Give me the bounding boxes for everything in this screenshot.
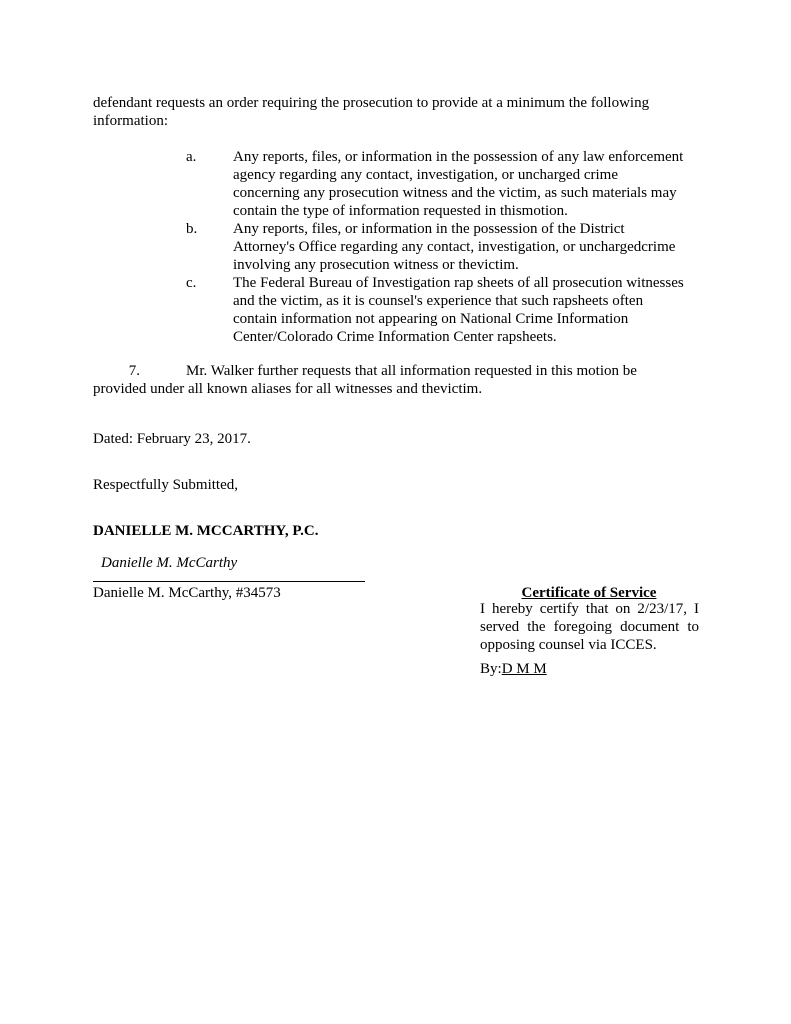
list-marker: b. [186,221,198,237]
intro-paragraph: defendant requests an order requiring the prosecution to provide at a minimum the following information: [93,95,650,129]
closing-line: Respectfully Submitted, [93,477,238,493]
certificate-title: Certificate of Service [521,585,657,601]
list-item [186,274,706,346]
by-signature: D M M [501,661,547,677]
list-item [186,148,706,220]
paragraph-text: Mr. Walker further requests that all information requested in this motion be provided under all known aliases for all witnesses and thevictim. [93,363,637,397]
list-marker: a. [186,149,197,165]
paragraph-number: 7. [128,363,140,379]
date-line: Dated: February 23, 2017. [93,431,251,447]
firm-name: DANIELLE M. MCCARTHY, P.C. [93,523,319,539]
signer-name: Danielle M. McCarthy, #34573 [93,585,281,601]
by-label: By: [480,661,502,677]
certificate-body: I hereby certify that on 2/23/17, I served the foregoing document to opposing counsel via ICCES. [480,601,699,653]
electronic-signature: Danielle M. McCarthy [101,555,238,571]
list-item-text: The Federal Bureau of Investigation rap sheets of all prosecution witnesses and the victim, as it is counsel's experience that such rapsheets often contain information not appearing on National Crime Information Center/Colorado Crime Information Center rapsheets. [233,275,684,345]
requested-information-list [186,148,706,346]
certificate-by-line [480,660,626,678]
list-marker: c. [186,275,197,291]
signature-line [93,581,365,582]
list-item-text: Any reports, files, or information in the possession of any law enforcement agency regarding any contact, investigation, or uncharged crime concerning any prosecution witness and the victim, as such materials may contain the type of information requested in thismotion. [233,149,684,219]
list-item [186,220,706,274]
paragraph-7 [93,362,693,398]
list-item-text: Any reports, files, or information in the possession of the District Attorney's Office regarding any contact, investigation, or unchargedcrime involving any prosecution witness or thevictim. [233,221,676,273]
